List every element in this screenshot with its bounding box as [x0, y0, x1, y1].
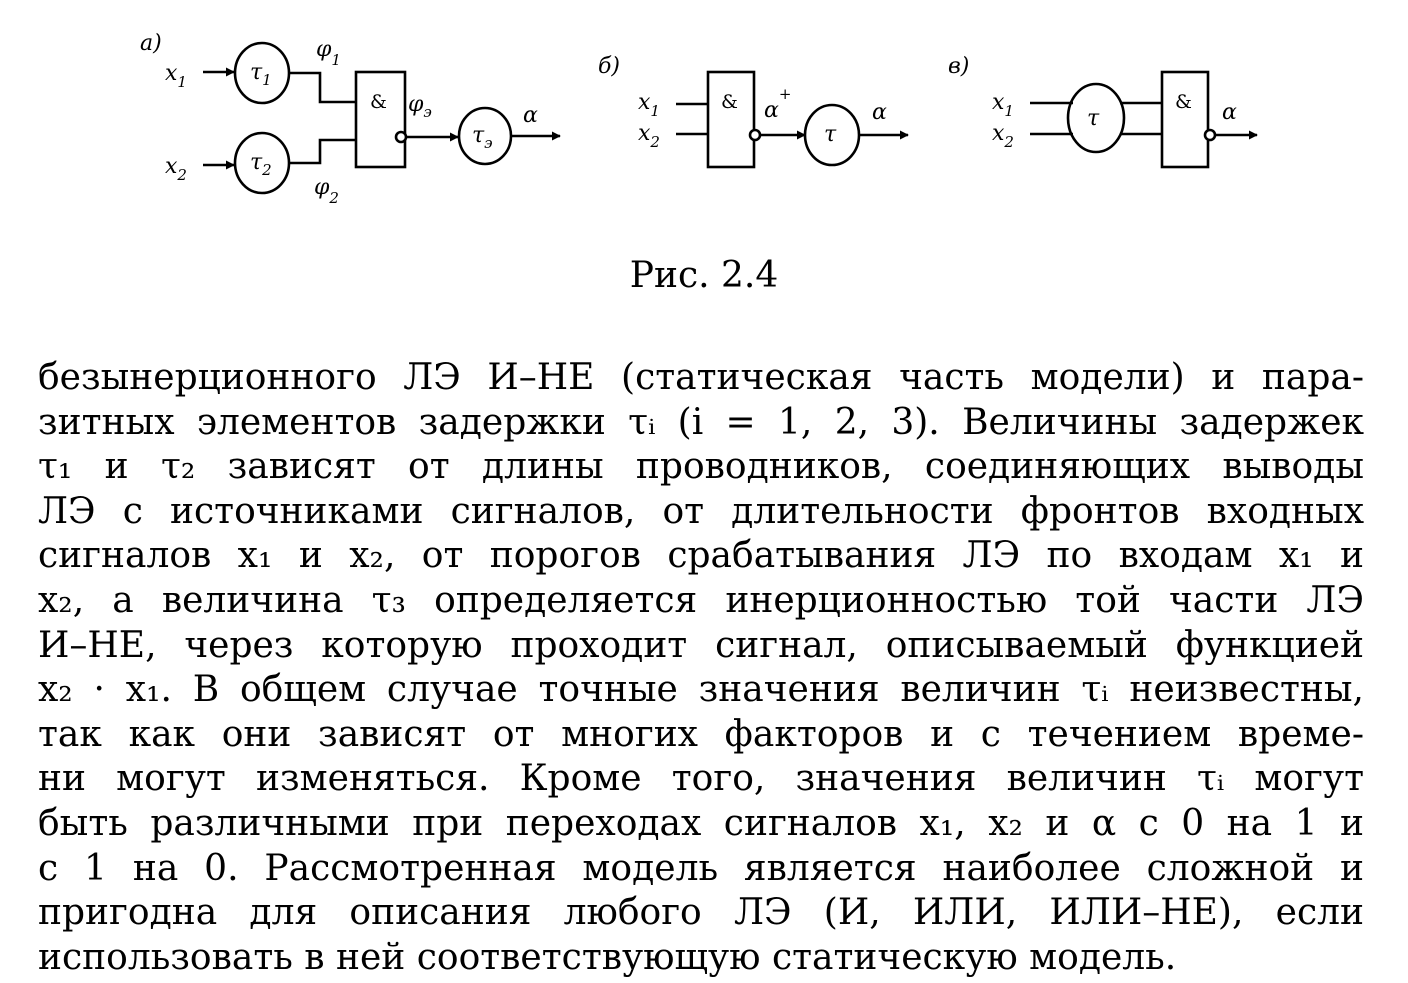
text-line: зитных элементов задержки τᵢ (i = 1, 2, 3). Величины задержек	[38, 401, 1364, 443]
panel-b-output-alpha: α	[872, 100, 887, 125]
panel-c-input-x2: $x_2$	[992, 121, 1014, 151]
panel-c	[948, 54, 1257, 167]
text-line: ЛЭ с источниками сигналов, от длительности фронтов входных	[38, 490, 1364, 532]
panel-b-tag: б)	[598, 54, 621, 79]
panel-a	[140, 31, 560, 207]
panel-a-and-gate	[356, 72, 405, 167]
panel-a-tau1-label: $\tau_1$	[250, 60, 272, 89]
text-line: сигналов x₁ и x₂, от порогов срабатывания ЛЭ по входам x₁ и	[38, 535, 1364, 577]
panel-a-phi1-label: $\varphi_1$	[316, 37, 341, 69]
text-line: использовать в ней соответствующую статическую модель.	[38, 936, 1177, 978]
panel-c-output-alpha: α	[1222, 100, 1237, 125]
panel-a-tag: а)	[140, 31, 162, 56]
panel-c-tag: в)	[948, 54, 970, 79]
text-line: И–НЕ, через которую проходит сигнал, описываемый функцией	[38, 624, 1364, 666]
text-line: быть различными при переходах сигналов x₁, x₂ и α с 0 на 1 и	[38, 802, 1364, 844]
panel-a-input-x1: $x_1$	[165, 61, 187, 91]
panel-b-gate-symbol: &	[721, 91, 738, 113]
panel-b-and-gate	[708, 72, 754, 167]
panel-a-phie-label: $\varphi_э$	[408, 92, 432, 121]
text-line: так как они зависят от многих факторов и с течением време-	[38, 713, 1364, 755]
panel-c-input-x1: $x_1$	[992, 90, 1014, 120]
panel-b-inversion-bubble	[750, 130, 760, 140]
text-line: τ₁ и τ₂ зависят от длины проводников, соединяющих выводы	[38, 446, 1364, 488]
text-line: с 1 на 0. Рассмотренная модель является наиболее сложной и	[38, 847, 1364, 889]
text-line: ни могут изменяться. Кроме того, значения величин τᵢ могут	[38, 758, 1364, 800]
panel-a-input-x2: $x_2$	[165, 154, 187, 184]
panel-b-input-x1: $x_1$	[638, 90, 660, 120]
panel-a-output-alpha: α	[523, 103, 538, 128]
panel-b-input-x2: $x_2$	[638, 121, 660, 151]
panel-a-wire-phi1	[289, 73, 356, 102]
text-line: пригодна для описания любого ЛЭ (И, ИЛИ, ИЛИ–НЕ), если	[38, 892, 1364, 934]
panel-a-inversion-bubble	[396, 132, 406, 142]
panel-c-gate-symbol: &	[1175, 91, 1192, 113]
panel-b-tau-label: τ	[824, 122, 837, 147]
panel-c-tau-label: τ	[1087, 106, 1100, 131]
panel-c-and-gate	[1162, 72, 1208, 167]
panel-b	[598, 54, 908, 167]
panel-a-gate-symbol: &	[370, 91, 387, 113]
panel-a-taue-label: $\tau_э$	[472, 123, 493, 152]
panel-c-inversion-bubble	[1205, 130, 1215, 140]
text-line: x₂, а величина τ₃ определяется инерционностью той части ЛЭ	[38, 579, 1364, 621]
figure-caption: Рис. 2.4	[629, 255, 779, 296]
text-line: x₂ · x₁. В общем случае точные значения величин τᵢ неизвестны,	[38, 669, 1364, 711]
panel-a-wire-phi2	[289, 140, 356, 163]
panel-a-phi2-label: $\varphi_2$	[314, 175, 339, 207]
text-line: безынерционного ЛЭ И–НЕ (статическая часть модели) и пара-	[38, 357, 1364, 398]
body-paragraph	[38, 356, 1364, 980]
panel-a-tau2-label: $\tau_2$	[250, 150, 272, 179]
panel-b-alpha-plus: α+	[764, 85, 792, 123]
